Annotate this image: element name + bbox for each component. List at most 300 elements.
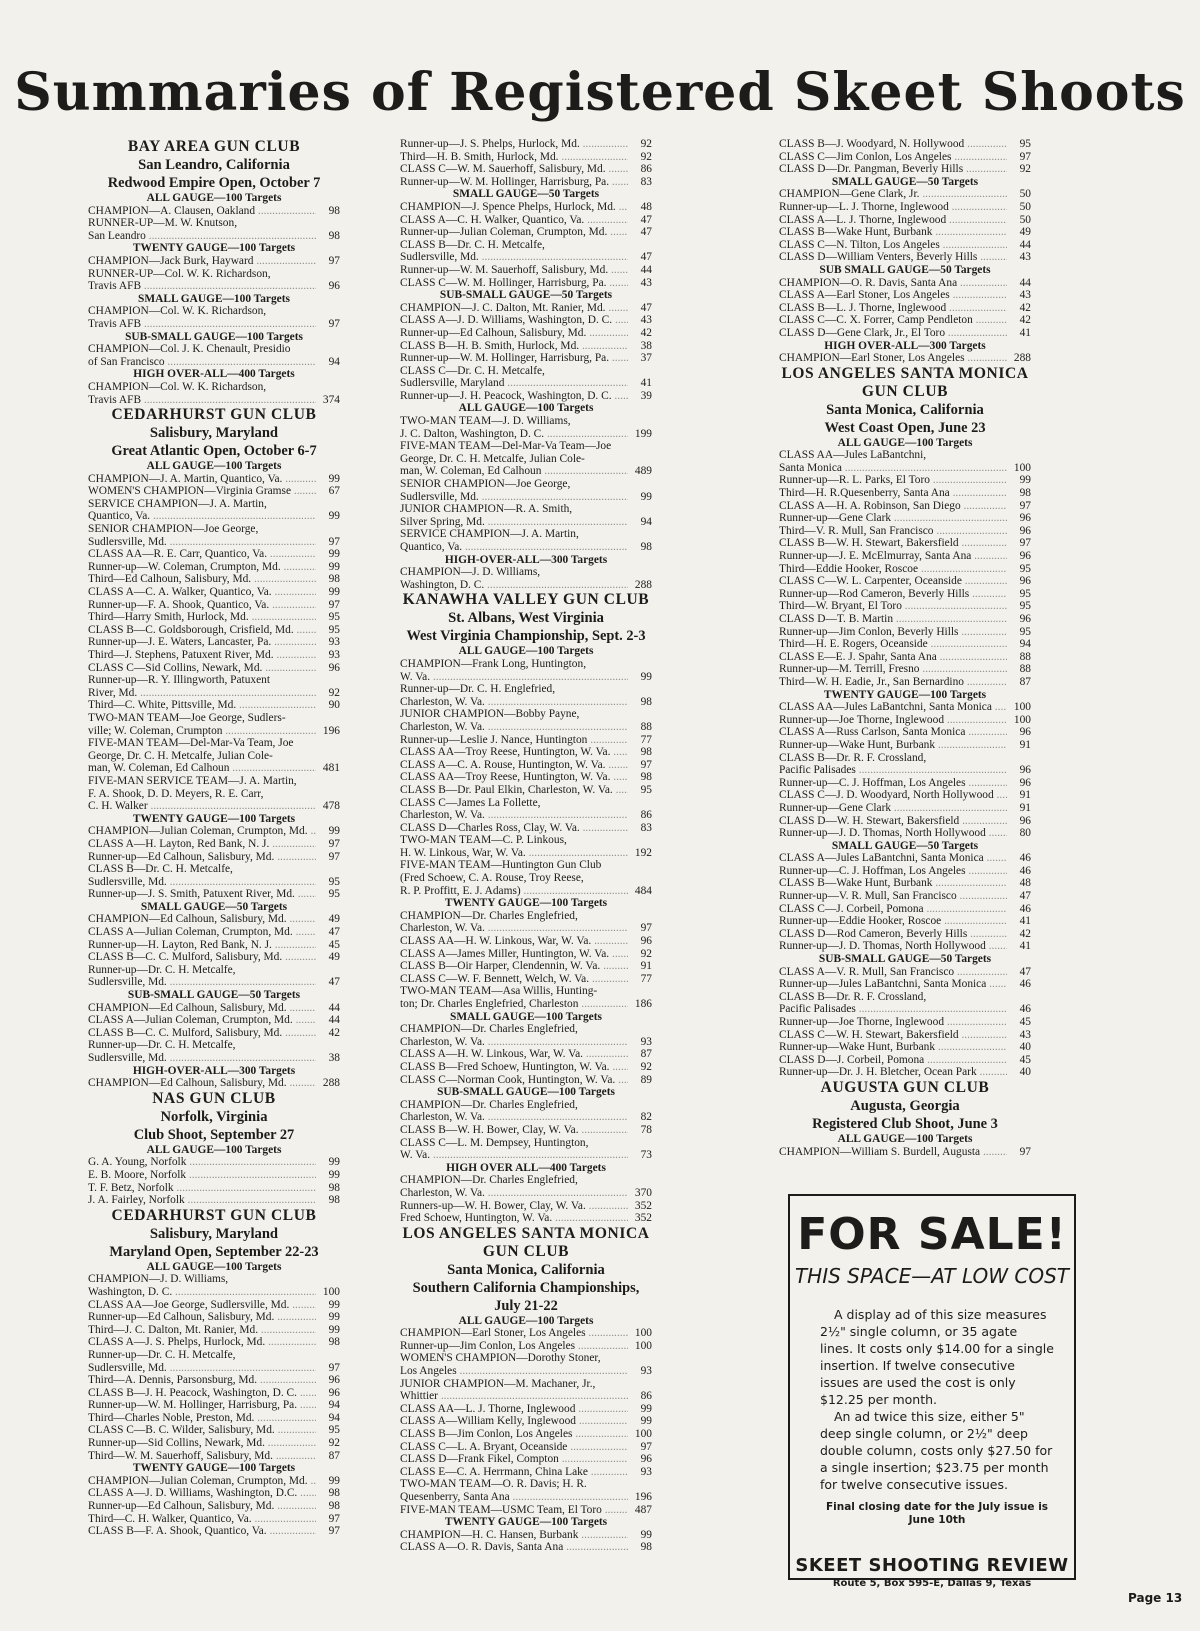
result-row	[400, 1529, 652, 1542]
gauge-heading: SMALL GAUGE—100 Targets	[138, 292, 290, 305]
result-row	[400, 579, 652, 592]
result-row	[88, 268, 340, 281]
result-row	[88, 1387, 340, 1400]
result-row	[779, 575, 1031, 588]
result-text: CLASS C—W. M. Sauerhoff, Salisbury, Md. .....	[400, 163, 628, 176]
gauge-heading: TWENTY GAUGE—100 Targets	[132, 812, 296, 825]
result-row	[88, 876, 340, 889]
result-text: CHAMPION—Ed Calhoun, Salisbury, Md. .....	[88, 1077, 316, 1090]
result-score: 94	[328, 1399, 340, 1412]
result-row	[400, 1099, 652, 1112]
club-section	[779, 138, 1031, 365]
gauge-heading: ALL GAUGE—100 Targets	[837, 436, 973, 449]
result-score: 46	[1019, 852, 1031, 865]
result-score: 94	[328, 1411, 340, 1424]
result-score: 48	[1019, 877, 1031, 890]
page-number: Page 13	[1128, 1591, 1183, 1605]
result-row	[779, 600, 1031, 613]
result-row	[400, 1365, 652, 1378]
result-row	[88, 1437, 340, 1450]
result-score: 97	[328, 850, 340, 863]
result-row	[779, 462, 1031, 475]
result-text: Sudlersville, Md. .....	[88, 1362, 316, 1375]
result-row	[779, 525, 1031, 538]
result-row	[400, 428, 652, 441]
result-row	[779, 852, 1031, 865]
result-row	[779, 151, 1031, 164]
result-score: 95	[328, 1424, 340, 1437]
result-row	[400, 671, 652, 684]
result-row	[779, 789, 1031, 802]
result-text: Runner-up—Joe Thorne, Inglewood .....	[779, 1016, 1007, 1029]
ad-paragraph: An ad twice this size, either 5" deep single column, or 2½" deep double column, costs only $27.50 for a single insertion; $23.75 per month for twelve consecutive issues.	[820, 1409, 1053, 1492]
result-text: CLASS C—J. Corbeil, Pomona .....	[779, 903, 1007, 916]
result-score: 93	[328, 649, 340, 661]
club-section	[400, 138, 652, 591]
result-row	[400, 1111, 652, 1124]
result-text: Third—Harry Smith, Hurlock, Md. .....	[88, 611, 316, 624]
result-score: 99	[640, 1415, 652, 1428]
result-row	[88, 1052, 340, 1065]
result-row	[88, 611, 340, 624]
result-text: Travis AFB .....	[88, 280, 316, 293]
club-section	[400, 1225, 652, 1554]
result-score: 95	[328, 623, 340, 636]
result-row	[400, 377, 652, 390]
result-row	[779, 251, 1031, 264]
result-row	[400, 683, 652, 696]
result-row	[400, 251, 652, 264]
result-row	[88, 343, 340, 356]
result-text: SERVICE CHAMPION—J. A. Martin,	[400, 528, 579, 541]
result-row	[88, 788, 340, 801]
result-text: ville; W. Coleman, Crumpton .....	[88, 725, 316, 738]
result-score: 98	[1019, 487, 1031, 500]
result-row	[88, 649, 340, 662]
result-score: 49	[328, 951, 340, 964]
result-text: W. Va. .....	[400, 671, 628, 684]
result-text: CLASS D—W. H. Stewart, Bakersfield .....	[779, 815, 1007, 828]
result-score: 49	[328, 913, 340, 926]
result-text: WOMEN'S CHAMPION—Virginia Gramse .....	[88, 485, 316, 498]
result-text: CLASS D—J. Corbeil, Pomona .....	[779, 1054, 1007, 1067]
result-row	[88, 523, 340, 536]
result-row	[88, 536, 340, 549]
result-score: 98	[328, 1336, 340, 1349]
gauge-heading: SUB-SMALL GAUGE—100 Targets	[125, 330, 303, 343]
result-text: Charleston, W. Va. .....	[400, 809, 628, 822]
result-score: 97	[328, 254, 340, 267]
result-score: 288	[322, 1077, 340, 1090]
result-text: CHAMPION—O. R. Davis, Santa Ana .....	[779, 277, 1007, 290]
result-row	[400, 365, 652, 378]
result-row	[88, 1475, 340, 1488]
result-text: CLASS B—Fred Schoew, Huntington, W. Va. .....	[400, 1061, 628, 1074]
result-row	[779, 638, 1031, 651]
result-text: CHAMPION—Dr. Charles Englefried,	[400, 1174, 578, 1187]
result-text: CLASS B—J. H. Peacock, Washington, D. C. .....	[88, 1387, 316, 1400]
result-score: 94	[1019, 638, 1031, 651]
result-score: 47	[1019, 965, 1031, 978]
result-score: 489	[634, 465, 652, 478]
result-text: Third—C. White, Pittsville, Md. .....	[88, 699, 316, 712]
result-row	[400, 465, 652, 478]
result-text: Runner-up—Gene Clark .....	[779, 802, 1007, 815]
shoot-name: Registered Club Shoot, June 3	[812, 1115, 998, 1132]
result-score: 97	[1019, 150, 1031, 163]
result-score: 96	[328, 661, 340, 674]
result-score: 288	[634, 578, 652, 591]
club-section	[88, 1090, 340, 1207]
result-score: 44	[328, 1014, 340, 1027]
result-row	[88, 1002, 340, 1015]
result-score: 99	[328, 586, 340, 599]
result-text: Runner-up—Dr. C. H. Metcalfe,	[88, 1348, 236, 1361]
result-text: Sudlersville, Md. .....	[88, 976, 316, 989]
result-row	[88, 1362, 340, 1375]
result-score: 370	[634, 1186, 652, 1199]
club-location: Augusta, Georgia	[850, 1097, 960, 1114]
result-row	[88, 699, 340, 712]
result-row	[88, 1424, 340, 1437]
result-text: CLASS AA—H. W. Linkous, War, W. Va. .....	[400, 935, 628, 948]
result-text: CLASS B—Wake Hunt, Burbank .....	[779, 226, 1007, 239]
result-text: Sudlersville, Md. .....	[88, 1052, 316, 1065]
result-score: 96	[1019, 575, 1031, 588]
result-score: 96	[1019, 726, 1031, 739]
result-text: Third—W. Bryant, El Toro .....	[779, 600, 1007, 613]
ad-subhead: THIS SPACE—AT LOW COST	[794, 1264, 1070, 1288]
result-row	[400, 784, 652, 797]
result-row	[400, 746, 652, 759]
result-score: 87	[640, 1048, 652, 1061]
result-score: 97	[328, 317, 340, 330]
result-row	[400, 734, 652, 747]
result-row	[400, 1491, 652, 1504]
result-row	[400, 390, 652, 403]
result-text: J. A. Fairley, Norfolk .....	[88, 1194, 316, 1207]
result-row	[400, 1061, 652, 1074]
result-text: CLASS A—C. A. Walker, Quantico, Va. .....	[88, 586, 316, 599]
result-score: 93	[640, 1035, 652, 1048]
result-text: TWO-MAN TEAM—C. P. Linkous,	[400, 834, 567, 847]
result-text: Quantico, Va. .....	[88, 510, 316, 523]
result-row	[400, 314, 652, 327]
result-text: CLASS B—F. A. Shook, Quantico, Va. .....	[88, 1525, 316, 1538]
result-row	[88, 498, 340, 511]
result-row	[779, 890, 1031, 903]
result-text: Charleston, W. Va. .....	[400, 1187, 628, 1200]
result-text: CLASS A—C. H. Walker, Quantico, Va. .....	[400, 214, 628, 227]
result-row	[779, 588, 1031, 601]
result-text: CLASS B—W. H. Stewart, Bakersfield .....	[779, 537, 1007, 550]
result-text: CLASS C—W. L. Carpenter, Oceanside .....	[779, 575, 1007, 588]
result-score: 95	[1019, 587, 1031, 600]
result-row	[400, 415, 652, 428]
result-score: 41	[1019, 326, 1031, 339]
gauge-heading: HIGH OVER-ALL—300 Targets	[824, 339, 986, 352]
result-score: 186	[634, 998, 652, 1010]
result-row	[400, 1327, 652, 1340]
result-text: R. P. Proffitt, E. J. Adams) .....	[400, 885, 628, 898]
result-row	[400, 696, 652, 709]
result-row	[400, 872, 652, 885]
result-row	[88, 800, 340, 813]
result-row	[779, 777, 1031, 790]
result-text: SERVICE CHAMPION—J. A. Martin,	[88, 497, 267, 510]
result-text: Quantico, Va. .....	[400, 541, 628, 554]
result-row	[779, 449, 1031, 462]
result-row	[400, 771, 652, 784]
result-score: 98	[328, 1194, 340, 1207]
result-score: 99	[328, 1311, 340, 1324]
result-row	[779, 815, 1031, 828]
result-text: Runner-up—W. M. Hollinger, Harrisburg, Pa. .....	[88, 1399, 316, 1412]
club-location: Santa Monica, California	[447, 1261, 605, 1278]
result-row	[400, 658, 652, 671]
gauge-heading: HIGH-OVER-ALL—300 Targets	[444, 553, 608, 566]
result-text: Runner-up—J. E. McElmurray, Santa Ana .....	[779, 550, 1007, 563]
result-score: 44	[640, 263, 652, 276]
result-row	[779, 302, 1031, 315]
result-score: 43	[640, 276, 652, 289]
result-text: Runner-up—J. S. Phelps, Hurlock, Md. .....	[400, 138, 628, 151]
result-row	[779, 474, 1031, 487]
result-text: JUNIOR CHAMPION—Bobby Payne,	[400, 708, 580, 721]
result-row	[88, 1412, 340, 1425]
result-score: 98	[640, 1541, 652, 1554]
result-row	[88, 712, 340, 725]
result-score: 88	[1019, 663, 1031, 676]
result-row	[779, 752, 1031, 765]
result-row	[400, 910, 652, 923]
result-score: 86	[640, 163, 652, 176]
result-text: Runner-up—Dr. C. H. Metcalfe,	[88, 963, 236, 976]
result-row	[88, 205, 340, 218]
result-text: San Leandro .....	[88, 230, 316, 243]
result-text: Washington, D. C. .....	[88, 1286, 316, 1299]
result-score: 95	[1019, 600, 1031, 613]
result-row	[88, 1039, 340, 1052]
result-text: CHAMPION—Dr. Charles Englefried,	[400, 909, 578, 922]
result-score: 41	[640, 377, 652, 390]
club-name: CEDARHURST GUN CLUB	[111, 406, 317, 424]
result-row	[400, 151, 652, 164]
result-row	[779, 991, 1031, 1004]
gauge-heading: ALL GAUGE—100 Targets	[458, 645, 594, 658]
result-score: 97	[640, 922, 652, 935]
result-text: CLASS C—Dr. C. H. Metcalfe,	[400, 364, 545, 377]
shoot-name: Maryland Open, September 22-23	[109, 1243, 319, 1260]
result-score: 196	[634, 1491, 652, 1503]
result-text: CLASS B—C. C. Mulford, Salisbury, Md. .....	[88, 951, 316, 964]
result-text: Runner-up—Ed Calhoun, Salisbury, Md. .....	[88, 1311, 316, 1324]
result-text: Third—J. C. Dalton, Mt. Ranier, Md. .....	[88, 1324, 316, 1337]
result-score: 100	[1013, 713, 1031, 726]
result-score: 97	[640, 758, 652, 771]
result-row	[400, 1149, 652, 1162]
result-row	[88, 1513, 340, 1526]
result-row	[88, 255, 340, 268]
result-row	[779, 289, 1031, 302]
result-score: 47	[640, 301, 652, 314]
result-score: 78	[640, 1123, 652, 1136]
club-location: San Leandro, California	[138, 157, 290, 173]
result-text: CLASS D—T. B. Martin .....	[779, 613, 1007, 626]
result-score: 49	[1019, 226, 1031, 239]
result-text: CLASS C—W. H. Stewart, Bakersfield .....	[779, 1029, 1007, 1042]
result-row	[88, 964, 340, 977]
result-score: 42	[1019, 927, 1031, 940]
result-score: 95	[328, 888, 340, 901]
result-text: CLASS C—J. D. Woodyard, North Hollywood .....	[779, 789, 1007, 802]
result-text: Runner-up—Joe Thorne, Inglewood .....	[779, 714, 1007, 727]
result-score: 97	[328, 1512, 340, 1525]
result-row	[88, 280, 340, 293]
result-text: Runner-up—J. H. Peacock, Washington, D. C. .....	[400, 390, 628, 403]
result-text: Sudlersville, Md. .....	[88, 536, 316, 549]
result-score: 44	[1019, 276, 1031, 289]
result-row	[400, 516, 652, 529]
result-row	[400, 1200, 652, 1213]
result-text: CHAMPION—J. Spence Phelps, Hurlock, Md. .....	[400, 201, 628, 214]
result-text: Runner-up—M. Terrill, Fresno .....	[779, 663, 1007, 676]
result-score: 91	[1019, 738, 1031, 751]
result-text: H. W. Linkous, War, W. Va. .....	[400, 847, 628, 860]
result-text: CLASS B—Dr. Paul Elkin, Charleston, W. Va. .....	[400, 784, 628, 797]
club-section	[88, 406, 340, 1090]
result-row	[88, 318, 340, 331]
result-text: man, W. Coleman, Ed Calhoun .....	[88, 762, 316, 775]
result-score: 288	[1013, 352, 1031, 365]
gauge-heading: HIGH-OVER-ALL—300 Targets	[132, 1064, 296, 1077]
result-row	[88, 851, 340, 864]
result-row	[400, 352, 652, 365]
result-score: 92	[328, 1437, 340, 1450]
result-score: 97	[328, 837, 340, 850]
result-score: 99	[328, 1156, 340, 1169]
result-score: 47	[640, 226, 652, 239]
result-score: 96	[1019, 512, 1031, 525]
result-text: CLASS A—J. D. Williams, Washington, D.C. .....	[88, 1487, 316, 1500]
column-left	[88, 138, 340, 1538]
result-text: CLASS AA—R. E. Carr, Quantico, Va. .....	[88, 548, 316, 561]
result-text: CHAMPION—H. C. Hansen, Burbank .....	[400, 1529, 628, 1542]
result-row	[400, 239, 652, 252]
gauge-heading: ALL GAUGE—100 Targets	[146, 1260, 282, 1273]
for-sale-ad	[788, 1194, 1076, 1589]
result-row	[779, 764, 1031, 777]
result-row	[779, 1041, 1031, 1054]
result-row	[400, 1048, 652, 1061]
club-name: LOS ANGELES SANTA MONICA GUN CLUB	[402, 1224, 650, 1260]
club-section	[400, 591, 652, 1224]
page-title: Summaries of Registered Skeet Shoots	[14, 62, 1186, 123]
gauge-heading: SUB-SMALL GAUGE—100 Targets	[437, 1086, 615, 1099]
result-score: 97	[640, 1440, 652, 1453]
result-score: 42	[1019, 314, 1031, 327]
result-score: 90	[328, 699, 340, 712]
result-text: CLASS C—Jim Conlon, Los Angeles .....	[779, 151, 1007, 164]
result-row	[400, 138, 652, 151]
result-text: CLASS D—Frank Fikel, Compton .....	[400, 1453, 628, 1466]
result-row	[779, 966, 1031, 979]
result-row	[88, 888, 340, 901]
result-score: 45	[1019, 1016, 1031, 1028]
result-score: 43	[1019, 251, 1031, 264]
result-text: CLASS C—C. X. Forrer, Camp Pendleton .....	[779, 314, 1007, 327]
result-score: 95	[1019, 625, 1031, 638]
result-row	[779, 487, 1031, 500]
result-score: 92	[328, 686, 340, 699]
result-score: 481	[322, 762, 340, 775]
result-score: 100	[1013, 461, 1031, 474]
result-row	[88, 485, 340, 498]
result-text: Runner-up—Wake Hunt, Burbank .....	[779, 1041, 1007, 1054]
ad-address: Route 5, Box 595-E, Dallas 9, Texas	[832, 1578, 1032, 1589]
result-text: CLASS A—Jules LaBantchni, Santa Monica .....	[779, 852, 1007, 865]
result-text: CLASS B—Dr. R. F. Crossland,	[779, 751, 927, 764]
result-text: Runner-up—W. M. Hollinger, Harrisburg, Pa. .....	[400, 176, 628, 189]
result-row	[400, 809, 652, 822]
club-location: Salisbury, Maryland	[149, 425, 279, 442]
result-row	[88, 381, 340, 394]
result-row	[400, 1174, 652, 1187]
result-row	[779, 537, 1031, 550]
result-row	[88, 217, 340, 230]
result-text: Runner-up—Eddie Hooker, Roscoe .....	[779, 915, 1007, 928]
result-text: Charleston, W. Va. .....	[400, 1036, 628, 1049]
result-row	[779, 512, 1031, 525]
result-text: CLASS A—O. R. Davis, Santa Ana .....	[400, 1541, 628, 1554]
result-text: CHAMPION—Ed Calhoun, Salisbury, Md. .....	[88, 913, 316, 926]
result-score: 86	[640, 1390, 652, 1403]
result-row	[400, 1403, 652, 1416]
result-row	[400, 973, 652, 986]
result-text: Quesenberry, Santa Ana .....	[400, 1491, 628, 1504]
result-text: Santa Monica .....	[779, 462, 1007, 475]
result-row	[400, 935, 652, 948]
result-text: CLASS A—L. J. Thorne, Inglewood .....	[779, 214, 1007, 227]
result-score: 88	[640, 720, 652, 733]
result-row	[400, 226, 652, 239]
result-score: 42	[640, 326, 652, 339]
shoot-name: Redwood Empire Open, October 7	[107, 175, 321, 191]
result-text: CLASS A—William Kelly, Inglewood .....	[400, 1415, 628, 1428]
result-row	[400, 453, 652, 466]
result-row	[400, 922, 652, 935]
result-row	[400, 847, 652, 860]
result-score: 95	[1019, 138, 1031, 150]
gauge-heading: ALL GAUGE—100 Targets	[146, 192, 282, 204]
result-text: CLASS A—Julian Coleman, Crumpton, Md. .....	[88, 926, 316, 939]
result-score: 87	[328, 1449, 340, 1462]
result-score: 47	[640, 251, 652, 264]
result-score: 50	[1019, 188, 1031, 201]
result-row	[88, 1286, 340, 1299]
result-text: TWO-MAN TEAM—O. R. Davis; H. R.	[400, 1478, 587, 1491]
result-row	[88, 750, 340, 763]
result-score: 96	[640, 1453, 652, 1466]
result-score: 92	[640, 1060, 652, 1073]
result-score: 97	[328, 598, 340, 611]
result-text: CLASS AA—Troy Reese, Huntington, W. Va. .....	[400, 746, 628, 759]
result-score: 46	[1019, 902, 1031, 915]
gauge-heading: SMALL GAUGE—50 Targets	[140, 900, 288, 913]
result-row	[400, 541, 652, 554]
result-text: CHAMPION—Col. W. K. Richardson,	[88, 380, 267, 393]
result-row	[779, 978, 1031, 991]
